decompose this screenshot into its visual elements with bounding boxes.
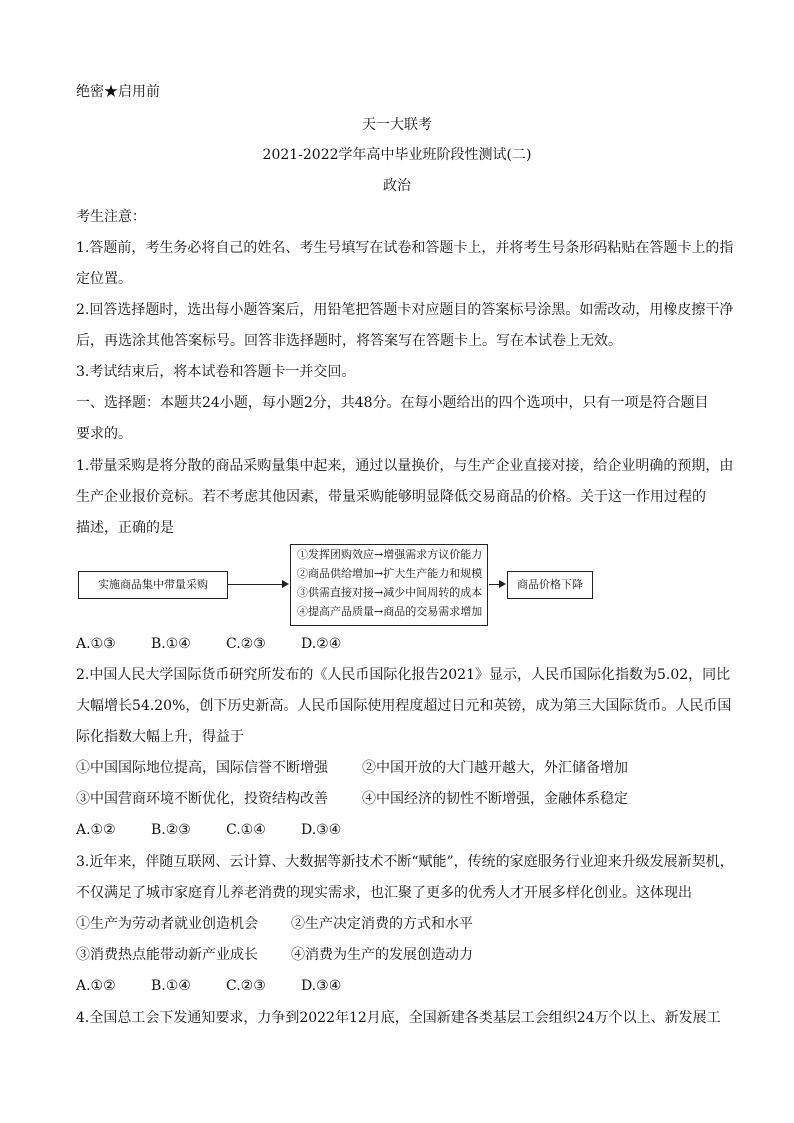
option-a[interactable]: A.①② — [76, 822, 116, 838]
choice-2: ②生产决定消费的方式和水平 — [291, 916, 473, 932]
notice-item-2: 2.回答选择题时，选出每小题答案后，用铅笔把答题卡对应题目的答案标号涂黑。如需改动，用橡皮擦干净 — [76, 302, 734, 318]
option-d[interactable]: D.②④ — [301, 636, 342, 652]
arrow-head-icon — [282, 580, 289, 588]
diagram-process-box — [290, 544, 488, 626]
q2-stem-cont: 际化指数大幅上升，得益于 — [76, 729, 244, 745]
choice-1: ①中国国际地位提高，国际信誉不断增强 — [76, 760, 328, 776]
option-c[interactable]: C.②③ — [226, 636, 266, 652]
notice-title: 考生注意： — [76, 209, 146, 225]
option-d[interactable]: D.③④ — [301, 822, 342, 838]
choice-1: ①生产为劳动者就业创造机会 — [76, 916, 258, 932]
section-heading-cont: 要求的。 — [76, 426, 132, 442]
q3-stem: 3.近年来，伴随互联网、云计算、大数据等新技术不断“赋能”，传统的家庭服务行业迎来升级发展新契机， — [76, 854, 734, 870]
q4-stem: 4.全国总工会下发通知要求，力争到2022年12月底，全国新建各类基层工会组织24万个以上、新发展工 — [76, 1010, 721, 1026]
option-b[interactable]: B.①④ — [151, 978, 191, 994]
arrow-head-icon — [499, 580, 506, 588]
q2-choices-row — [76, 789, 628, 809]
subject-title: 政治 — [383, 178, 411, 194]
choice-3: ③消费热点能带动新产业成长 — [76, 947, 258, 963]
q1-flow-diagram — [76, 544, 583, 630]
q1-stem-cont: 描述，正确的是 — [76, 520, 174, 536]
q1-stem: 1.带量采购是将分散的商品采购量集中起来，通过以量换价，与生产企业直接对接，给企业明确的预期，由 — [76, 458, 734, 474]
exam-organizer: 天一大联考 — [362, 117, 432, 133]
option-a[interactable]: A.①② — [76, 978, 116, 994]
notice-item-2-cont: 后，再选涂其他答案标号。回答非选择题时，将答案写在答题卡上。写在本试卷上无效。 — [76, 333, 622, 349]
choice-3: ③中国营商环境不断优化，投资结构改善 — [76, 791, 328, 807]
notice-item-3: 3.考试结束后，将本试卷和答题卡一并交回。 — [76, 364, 356, 380]
option-c[interactable]: C.①④ — [226, 822, 266, 838]
q3-options — [76, 976, 341, 996]
q2-stem: 2.中国人民大学国际货币研究所发布的《人民币国际化报告2021》显示，人民币国际化指数为5.02，同比 — [76, 667, 731, 683]
option-d[interactable]: D.③④ — [301, 978, 342, 994]
notice-item-1-cont: 定位置。 — [76, 271, 132, 287]
q2-stem-cont: 大幅增长54.20%，创下历史新高。人民币国际使用程度超过日元和英镑，成为第三大国际货币。人民币国 — [76, 698, 732, 714]
process-step: ③供需直接对接→减少中间周转的成本 — [297, 586, 483, 599]
choice-4: ④中国经济的韧性不断增强，金融体系稳定 — [362, 791, 628, 807]
section-heading: 一、选择题：本题共24小题，每小题2分，共48分。在每小题给出的四个选项中，只有一项是符合题目 — [76, 395, 709, 411]
exam-title: 2021-2022学年高中毕业班阶段性测试(二) — [262, 147, 532, 163]
option-a[interactable]: A.①③ — [76, 636, 116, 652]
diagram-result-box: 商品价格下降 — [507, 571, 593, 599]
process-step: ②商品供给增加→扩大生产能力和规模 — [297, 567, 483, 580]
q2-choices-row — [76, 758, 628, 778]
q1-options — [76, 634, 341, 654]
q1-stem-cont: 生产企业报价竞标。若不考虑其他因素，带量采购能够明显降低交易商品的价格。关于这一作用过程的 — [76, 489, 706, 505]
process-step: ④提高产品质量→商品的交易需求增加 — [297, 605, 483, 618]
notice-item-1: 1.答题前，考生务必将自己的姓名、考生号填写在试卷和答题卡上，并将考生号条形码粘贴在答题卡上的指 — [76, 240, 734, 256]
q3-choices-row — [76, 945, 473, 965]
choice-2: ②中国开放的大门越开越大，外汇储备增加 — [362, 760, 628, 776]
diagram-start-box: 实施商品集中带量采购 — [78, 571, 228, 599]
q2-options — [76, 820, 341, 840]
option-b[interactable]: B.①④ — [151, 636, 191, 652]
q3-stem-cont: 不仅满足了城市家庭育儿养老消费的现实需求，也汇聚了更多的优秀人才开展多样化创业。这体现出 — [76, 885, 692, 901]
process-step: ①发挥团购效应→增强需求方议价能力 — [297, 548, 483, 561]
option-c[interactable]: C.②③ — [226, 978, 266, 994]
q3-choices-row — [76, 914, 473, 934]
option-b[interactable]: B.②③ — [151, 822, 191, 838]
confidential-label: 绝密★启用前 — [76, 84, 160, 100]
arrow-right-icon — [227, 584, 284, 585]
choice-4: ④消费为生产的发展创造动力 — [291, 947, 473, 963]
